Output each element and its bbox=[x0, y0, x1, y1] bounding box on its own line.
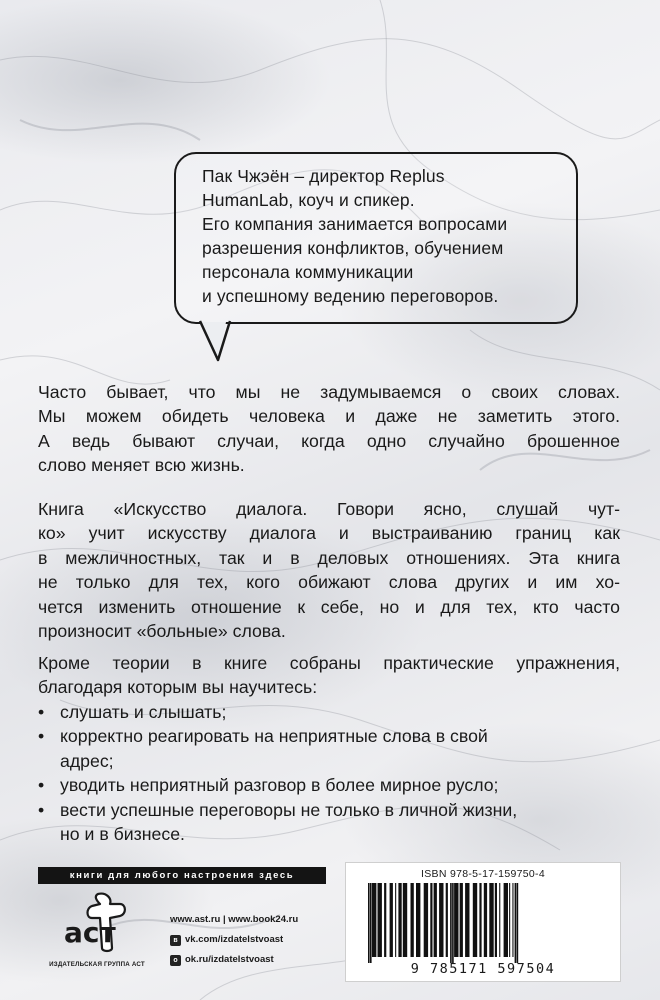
paragraph-line: Кроме теории в книге собраны практические упражнения, bbox=[38, 653, 620, 673]
websites-text: www.ast.ru | www.book24.ru bbox=[170, 914, 299, 925]
list-item bbox=[38, 724, 620, 773]
paragraph-line: произносит «больные» слова. bbox=[38, 621, 286, 642]
barcode-bar bbox=[378, 883, 382, 957]
vk-link[interactable] bbox=[170, 930, 298, 950]
list-item-text: но и в бизнесе. bbox=[60, 824, 185, 845]
barcode-bar bbox=[495, 883, 497, 957]
barcode-bar bbox=[416, 883, 420, 957]
publisher-links bbox=[170, 910, 298, 970]
ok-link[interactable] bbox=[170, 950, 298, 970]
barcode-bar bbox=[512, 883, 513, 957]
barcode-bar bbox=[484, 883, 487, 957]
vk-icon: в bbox=[170, 935, 181, 946]
author-bio-line: разрешения конфликтов, обучением bbox=[202, 238, 504, 258]
speech-bubble-tail bbox=[196, 318, 240, 364]
barcode-bar bbox=[450, 883, 452, 963]
list-item-text: уводить неприятный разговор в более мирное русло; bbox=[60, 775, 499, 796]
barcode-bar bbox=[395, 883, 396, 957]
websites-link[interactable] bbox=[170, 910, 298, 930]
barcode-bar bbox=[372, 883, 376, 957]
barcode-bar bbox=[460, 883, 463, 957]
barcode-bar bbox=[504, 883, 508, 957]
barcode-bar bbox=[368, 883, 370, 963]
book-description-paragraph bbox=[38, 497, 620, 643]
bullet-icon: • bbox=[38, 726, 45, 747]
ast-logo bbox=[60, 892, 128, 954]
barcode-bar bbox=[465, 883, 469, 957]
barcode-bar bbox=[434, 883, 437, 957]
paragraph-line: благодаря которым вы научитесь: bbox=[38, 677, 318, 698]
barcode-bar bbox=[446, 883, 448, 957]
author-bio-line: Его компания занимается вопросами bbox=[202, 214, 508, 234]
list-item-text: вести успешные переговоры не только в личной жизни, bbox=[60, 799, 518, 820]
barcode-bar bbox=[424, 883, 428, 957]
barcode-bar bbox=[384, 883, 386, 957]
paragraph-line: слово меняет всю жизнь. bbox=[38, 455, 245, 476]
author-bio bbox=[202, 164, 572, 308]
isbn-barcode-block bbox=[345, 862, 621, 982]
barcode-bar bbox=[517, 883, 519, 963]
barcode-bar bbox=[430, 883, 432, 957]
paragraph-line: в межличностных, так и в деловых отношениях. Эта книга bbox=[38, 547, 620, 568]
ok-icon: о bbox=[170, 955, 181, 966]
paragraph-line: не только для тех, кого обижают слова других и им хо- bbox=[38, 572, 620, 593]
skills-list bbox=[38, 700, 620, 846]
author-bio-line: и успешному ведению переговоров. bbox=[202, 286, 499, 306]
author-bio-line: персонала коммуникации bbox=[202, 262, 414, 282]
exercises-intro-paragraph bbox=[38, 651, 620, 700]
vk-text: vk.com/izdatelstvoast bbox=[185, 934, 284, 945]
paragraph-line: А ведь бывают случаи, когда одно случайно брошенное bbox=[38, 430, 620, 451]
list-item-text: адрес; bbox=[60, 750, 114, 771]
barcode-bar bbox=[509, 883, 510, 957]
barcode-bar bbox=[439, 883, 443, 957]
barcode-bar bbox=[452, 883, 454, 963]
barcode-bar bbox=[370, 883, 372, 963]
author-bio-line: Пак Чжэён – директор Replus bbox=[202, 166, 445, 186]
barcode-bar bbox=[479, 883, 481, 957]
barcode-digits: 9 785171 597504 bbox=[410, 961, 556, 977]
logo-wordmark: аст bbox=[64, 916, 116, 949]
paragraph-line: Часто бывает, что мы не задумываемся о своих словах. bbox=[38, 382, 620, 402]
barcode-bar bbox=[515, 883, 517, 963]
list-item-text: слушать и слышать; bbox=[60, 702, 227, 722]
barcode-bar bbox=[398, 883, 401, 957]
author-bio-line: HumanLab, коуч и спикер. bbox=[202, 190, 415, 210]
isbn-label: ISBN 978-5-17-159750-4 bbox=[421, 868, 545, 880]
barcode-bar bbox=[473, 883, 477, 957]
list-item bbox=[38, 700, 620, 724]
bullet-icon: • bbox=[38, 702, 45, 722]
bullet-icon: • bbox=[38, 775, 45, 796]
ok-text: ok.ru/izdatelstvoast bbox=[185, 954, 274, 965]
barcode-bar bbox=[454, 883, 458, 957]
barcode bbox=[354, 883, 612, 965]
list-item bbox=[38, 798, 620, 847]
barcode-bar bbox=[489, 883, 493, 957]
paragraph-line: Книга «Искусство диалога. Говори ясно, слушай чут- bbox=[38, 499, 620, 519]
paragraph-line: чется изменить отношение к себе, но и для тех, кто часто bbox=[38, 596, 620, 617]
publisher-name: ИЗДАТЕЛЬСКАЯ ГРУППА АСТ bbox=[49, 961, 145, 968]
publisher-tagline: книги для любого настроения здесь bbox=[38, 867, 326, 884]
paragraph-line: ко» учит искусству диалога и выстраиванию границ как bbox=[38, 523, 620, 544]
intro-paragraph bbox=[38, 380, 620, 478]
bullet-icon: • bbox=[38, 799, 45, 820]
list-item-text: корректно реагировать на неприятные слова в свой bbox=[60, 726, 488, 747]
paragraph-line: Мы можем обидеть человека и даже не заметить этого. bbox=[38, 406, 620, 427]
barcode-bar bbox=[403, 883, 407, 957]
barcode-bar bbox=[390, 883, 393, 957]
barcode-bar bbox=[411, 883, 414, 957]
barcode-bar bbox=[499, 883, 500, 957]
list-item bbox=[38, 773, 620, 797]
